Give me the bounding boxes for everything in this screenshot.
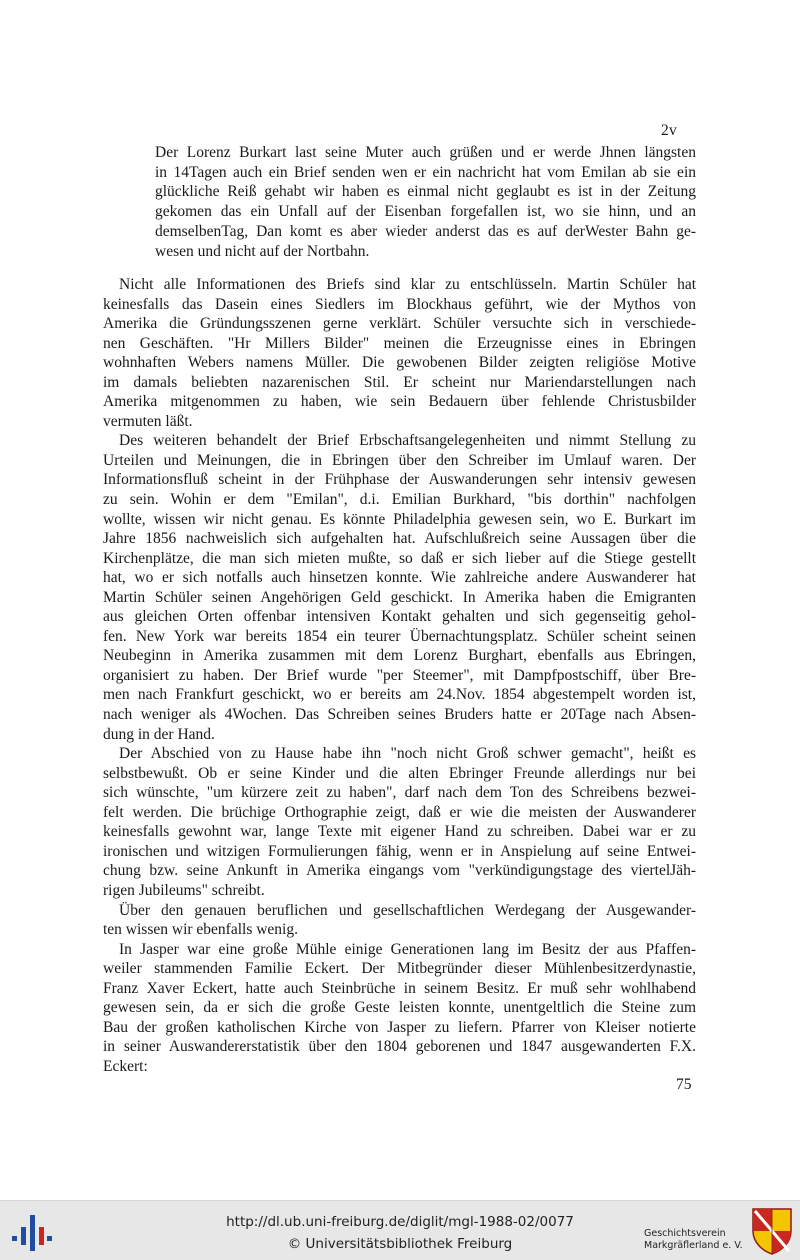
text-line: Nicht alle Informationen des Briefs sind klar zu entschlüsseln. Martin Schüler hat (119, 276, 696, 293)
text-line: Des weiteren behandelt der Brief Erbschaftsangelegenheiten und nimmt Stellung zu (119, 432, 696, 450)
footer-org-line1: Geschichtsverein (644, 1228, 726, 1239)
text-line: in 14Tagen auch ein Brief senden wen er ein nachricht hat vom Emilan ab sie ein (155, 163, 696, 181)
page-number: 75 (676, 1076, 692, 1093)
coat-of-arms-icon (751, 1207, 793, 1255)
text-line: Amerika mitgenommen zu haben, wie sein Bedauern über fehlende Christusbilder (103, 393, 696, 411)
text-line: nen Geschäften. "Hr Millers Bilder" meinen die Erzeugnisse eines in Ebringen (103, 334, 696, 352)
text-line: gekomen das ein Unfall auf der Eisenban forgefallen ist, wo sie hinn, und an (155, 203, 696, 221)
text-line: Jahre 1856 nachweislich sich aufgehalten hat. Aufschlußreich seine Aussagen über die (103, 530, 696, 548)
text-line: chung bzw. seine Ankunft in Amerika eingangs vom "verkündigungstage des viertelJäh- (103, 862, 696, 880)
text-line: fen. New York war bereits 1854 ein teurer Übernachtungsplatz. Schüler scheint seinen (103, 627, 696, 645)
text-line: selbstbewußt. Ob er seine Kinder und die alten Ebringer Freunde allerdings nur bei (103, 764, 696, 782)
paragraph (103, 901, 696, 940)
viewer-footer (0, 1200, 800, 1260)
text-line: glückliche Reiß gehabt wir haben es einmal nicht geglaubt es ist in der Zeitung (155, 183, 696, 201)
text-line: demselbenTag, Dan komt es aber wieder anderst das es auf derWester Bahn ge- (155, 222, 696, 240)
text-line: Neubeginn in Amerika zusammen mit dem Lorenz Burghart, ebenfalls aus Ebringen, (103, 647, 696, 665)
text-line: Der Abschied von zu Hause habe ihn "noch nicht Groß schwer gemacht", heißt es (119, 745, 696, 763)
text-line: aus gleichen Orten offenbar intensiven Kontakt gehalten und sich gegenseitig gehol- (103, 608, 696, 626)
text-line: dung in der Hand. (103, 725, 215, 743)
text-line: Amerika die Gründungsszenen gerne verklärt. Schüler versuchte sich in verschiede- (103, 315, 696, 333)
text-line: zu sein. Wohin er dem "Emilan", d.i. Emilian Burkhard, "bis dorthin" nachfolgen (103, 491, 696, 509)
text-line: in seiner Auswandererstatistik über den 1804 geborenen und 1847 ausgewanderten F.X. (103, 1038, 696, 1056)
text-line: sich wünschte, "um kürzere zeit zu haben", darf nach dem Ton des Schreibens bezwei- (103, 784, 696, 802)
text-line: Kirchenplätze, die man sich mieten mußte, so daß er sich lieber auf die Stiege gestellt (103, 549, 696, 567)
text-line: In Jasper war eine große Mühle einige Generationen lang im Besitz der aus Pfaffen- (119, 940, 696, 958)
text-line: vermuten läßt. (103, 412, 193, 430)
footer-url[interactable]: http://dl.ub.uni-freiburg.de/diglit/mgl-1988-02/0077 (226, 1214, 574, 1230)
footer-org-name (644, 1228, 743, 1251)
text-line: Franz Xaver Eckert, hatte auch Steinbrüche in seinem Besitz. Er muß sehr wohlhabend (103, 979, 696, 997)
footer-org-line2: Markgräflerland e. V. (644, 1239, 743, 1251)
text-line: keinesfalls das Dasein eines Siedlers im Blockhaus geführt, wie der Mythos von (103, 295, 696, 313)
text-line: felt werden. Die brüchige Orthographie zeigt, daß er wie die meisten der Auswanderer (103, 803, 696, 821)
text-line: Eckert: (103, 1057, 148, 1075)
page-label-top: 2v (661, 122, 678, 139)
text-line: rigen Jubileums" schreibt. (103, 881, 265, 899)
text-line: Über den genauen beruflichen und gesellschaftlichen Werdegang der Ausgewander- (119, 901, 696, 919)
text-line: men nach Frankfurt geschickt, wo er bereits am 24.Nov. 1854 abgestempelt worden ist, (103, 686, 696, 704)
text-line: nach weniger als 4Wochen. Das Schreiben seines Bruders hatte er 20Tage nach Absen- (103, 706, 696, 724)
body-text (103, 275, 696, 1076)
footer-copyright: © Universitätsbibliothek Freiburg (287, 1236, 513, 1252)
text-line: keinesfalls gewohnt war, lange Texte mit eigener Hand zu schreiben. Dabei war er zu (103, 823, 696, 841)
paragraph (103, 275, 696, 431)
paragraph (103, 744, 696, 900)
text-line: Martin Schüler seinen Angehörigen Geld geschickt. In Amerika haben die Emigranten (103, 588, 696, 606)
paragraph (103, 940, 696, 1077)
text-line: Der Lorenz Burkart last seine Muter auch grüßen und er werde Jhnen längsten (155, 144, 696, 161)
text-line: wollte, wissen wir nicht genau. Es könnte Philadelphia gewesen sein, wo E. Burkart im (103, 510, 696, 528)
text-line: ten wissen wir ebenfalls wenig. (103, 921, 298, 939)
text-line: wesen und nicht auf der Nortbahn. (155, 242, 370, 260)
text-line: hat, wo er sich notfalls auch hinsetzen konnte. Wie zahlreiche andere Auswanderer hat (103, 569, 696, 587)
text-line: im damals beliebten nazarenischen Stil. Er scheint nur Mariendarstellungen nach (103, 373, 696, 391)
paragraph (103, 431, 696, 744)
text-line: gewesen sein, da er sich die große Geste leisten konnte, unentgeltlich die Steine zum (103, 999, 696, 1017)
letter-quote (155, 143, 696, 261)
text-line: Bau der großen katholischen Kirche von Jasper zu liefern. Pfarrer von Kleiser notierte (103, 1018, 696, 1036)
text-line: Informationsfluß scheint in der Frühphase der Auswanderungen sehr intensiv gewesen (103, 471, 696, 489)
text-line: Urteilen und Meinungen, die in Ebringen über den Schreiber im Umlauf waren. Der (103, 451, 696, 469)
text-line: weiler stammenden Familie Eckert. Der Mitbegründer dieser Mühlenbesitzerdynastie, (103, 960, 696, 978)
text-line: ironischen und witzigen Formulierungen fähig, wenn er in Anspielung auf seine Entwei- (103, 842, 696, 860)
text-line: wohnhaften Webers namens Müller. Die gewobenen Bilder zeigten religiöse Motive (103, 354, 696, 372)
text-line: organisiert zu haben. Der Brief wurde "per Steemer", mit Dampfpostschiff, über Bre- (103, 666, 696, 684)
